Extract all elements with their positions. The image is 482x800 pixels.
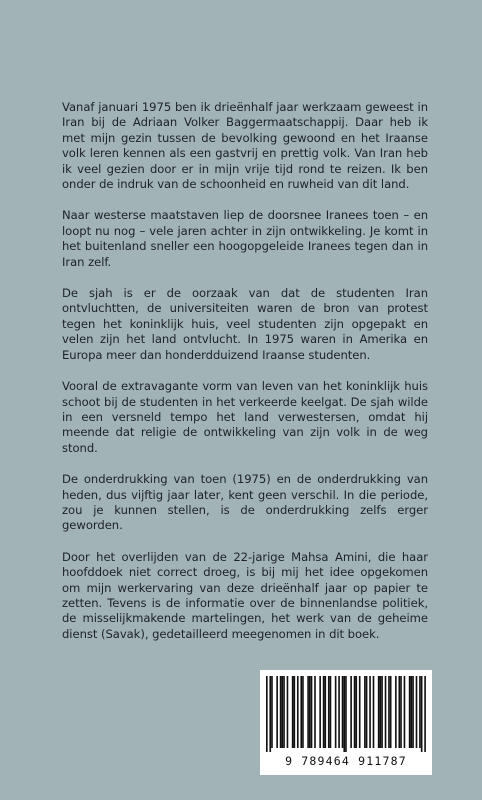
barcode-bar — [395, 676, 397, 748]
barcode-bar — [319, 676, 321, 748]
blurb-paragraph-6: Door het overlijden van de 22-jarige Mahsa Amini, die haar hoofddoek niet correct droeg, is bij mij het idee opgekomen om mijn werkervaring van deze drieënhalf jaar op papier te zetten. Tevens is de informatie over de binnenlandse politiek, de misselijkmakende martelingen, het werk van de geheime dienst (Savak), gedetailleerd meegenomen in dit boek. — [62, 549, 428, 641]
blurb-paragraph-4: Vooral de extravagante vorm van leven van het koninklijk huis schoot bij de studenten in het verkeerde keelgat. De sjah wilde in een versneld tempo het land verwestersen, omdat hij meende dat religie de ontwikkeling van zijn volk in de weg stond. — [62, 379, 428, 455]
barcode-bar — [330, 676, 332, 748]
barcode-bar — [328, 676, 330, 748]
barcode-bar — [314, 676, 316, 748]
barcode-bar — [323, 676, 325, 748]
barcode-bar — [324, 676, 326, 748]
barcode-bar — [343, 676, 345, 752]
barcode-bar — [302, 676, 304, 748]
isbn-number: 9 789464 911787 — [285, 754, 407, 768]
barcode-bar — [359, 676, 361, 748]
barcode-bar — [294, 676, 296, 748]
barcode-bars — [266, 676, 426, 752]
blurb-paragraph-1: Vanaf januari 1975 ben ik drieënhalf jaar werkzaam geweest in Iran bij de Adriaan Volker Baggermaatschappij. Daar heb ik met mijn gezin tussen de bevolking gewoond en het Iraanse volk leren kennen als een gastvrij en prettig volk. Van Iran heb ik veel gezien door er in mijn vrije tijd rond te reizen. Ik ben onder de indruk van de schoonheid en ruwheid van dit land. — [62, 100, 428, 192]
barcode-bar — [411, 676, 413, 748]
barcode-bar — [276, 676, 278, 748]
blurb-paragraph-3: De sjah is er de oorzaak van dat de studenten Iran ontvluchtten, de universiteiten waren de bron van protest tegen het koninklijk huis, veel studenten zijn opgepakt en velen zijn het land ontvlucht. In 1975 waren in Amerika en Europa meer dan honderdduizend Iraanse studenten. — [62, 286, 428, 362]
barcode-bar — [381, 676, 383, 748]
barcode-bar — [287, 676, 289, 748]
barcode-bar — [283, 676, 285, 748]
barcode-bar — [342, 676, 344, 748]
blurb-paragraph-2: Naar westerse maatstaven liep de doorsnee Iranees toen – en loopt nu nog – vele jaren achter in zijn ontwikkeling. Je komt in het buitenland sneller een hoogopgeleide Iranees tegen dan in Iran zelf. — [62, 208, 428, 269]
barcode-bar — [398, 676, 400, 748]
barcode-bar — [300, 676, 302, 748]
barcode-bar — [266, 676, 268, 752]
barcode-bar — [280, 676, 282, 748]
barcode-bar — [378, 676, 380, 748]
barcode-bar — [335, 676, 337, 748]
barcode-bar — [350, 676, 352, 748]
barcode-bar — [345, 676, 347, 752]
barcode-bar — [400, 676, 402, 748]
barcode-bar — [388, 676, 390, 748]
barcode-bar — [354, 676, 356, 748]
barcode-bar — [281, 676, 283, 748]
barcode-bar — [355, 676, 357, 748]
barcode-bar — [309, 676, 311, 748]
barcode-bar — [369, 676, 371, 748]
barcode-bar — [373, 676, 375, 748]
barcode-bar — [416, 676, 418, 748]
barcode-bar — [409, 676, 411, 748]
barcode-bar — [390, 676, 392, 748]
barcode-bar — [271, 676, 273, 748]
barcode-bar — [419, 676, 421, 748]
barcode-bar — [292, 676, 294, 748]
barcode-bar — [421, 676, 423, 752]
barcode-bar — [412, 676, 414, 748]
barcode-bar — [380, 676, 382, 748]
barcode-bar — [311, 676, 313, 748]
barcode-bar — [385, 676, 387, 748]
barcode-bar — [366, 676, 368, 748]
barcode-bar — [338, 676, 340, 748]
barcode-bar — [424, 676, 426, 752]
barcode-bar — [307, 676, 309, 748]
barcode-bar — [364, 676, 366, 748]
barcode-bar — [297, 676, 299, 748]
blurb-text — [62, 100, 428, 658]
isbn-barcode — [260, 670, 432, 775]
barcode-bar — [269, 676, 271, 752]
barcode-bar — [404, 676, 406, 748]
blurb-paragraph-5: De onderdrukking van toen (1975) en de onderdrukking van heden, dus vijftig jaar later, kent geen verschil. In die periode, zou je kunnen stellen, is de onderdrukking zelfs erger geworden. — [62, 472, 428, 533]
